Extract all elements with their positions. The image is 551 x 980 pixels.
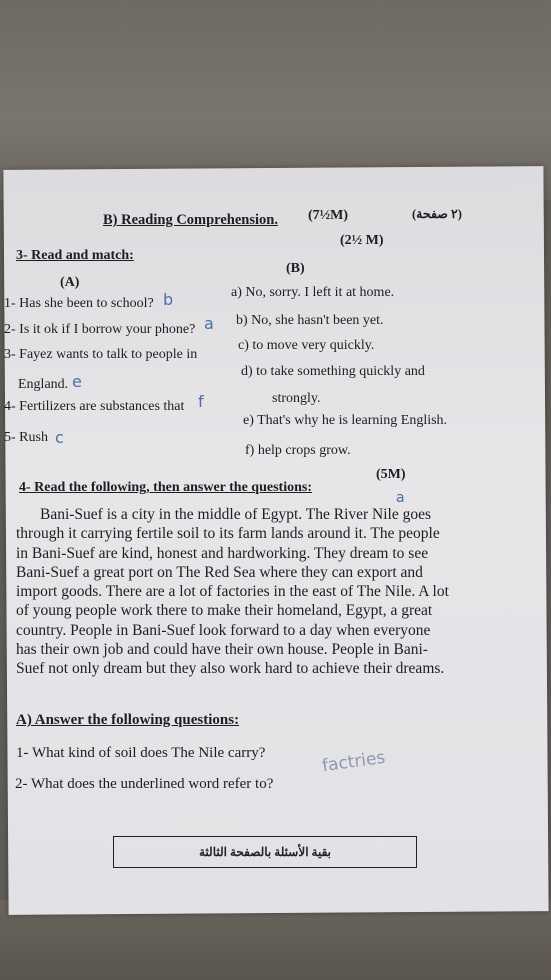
reading-passage (16, 505, 494, 679)
passage-line: in Bani-Suef are kind, honest and hardworking. They dream to see (16, 544, 429, 562)
passage-line: through it carrying fertile soil to its farm lands around it. The people (16, 525, 440, 543)
page-label: (٢ صفحة) (412, 207, 462, 221)
passage-line: Suef not only dream but they also work hard to achieve their dreams. (16, 660, 445, 678)
match-a-2: 2- Is it ok if I borrow your phone? (4, 322, 196, 337)
handwritten-answer-4: f (198, 392, 204, 411)
q3-heading: 3- Read and match: (16, 248, 134, 263)
match-b-b: b) No, she hasn't been yet. (236, 313, 384, 328)
col-a-title: (A) (60, 275, 80, 290)
match-b-d-cont: strongly. (272, 391, 321, 406)
passage-line: of young people work there to make their homeland, Egypt, a great (16, 602, 433, 620)
handwritten-answer-1: b (163, 290, 174, 309)
section-marks: (7½M) (308, 208, 349, 223)
match-a-5: 5- Rush (4, 430, 48, 445)
match-b-c: c) to move very quickly. (238, 338, 375, 353)
passage-line: Bani-Suef a great port on The Red Sea where they can export and (16, 563, 423, 581)
match-a-1: 1- Has she been to school? (4, 296, 154, 311)
handwritten-answer-q2: factries (320, 747, 387, 777)
q4-marks: (5M) (376, 467, 406, 482)
q3-marks: (2½ M) (340, 233, 384, 248)
passage-line: Bani-Suef is a city in the middle of Egypt. The River Nile goes (40, 506, 432, 523)
handwritten-answer-3: e (72, 372, 82, 391)
footer-text: بقية الأسئلة بالصفحة الثالثة (198, 845, 331, 859)
handwritten-mark: a (396, 490, 405, 506)
passage-line: import goods. There are a lot of factories in the east of The Nile. A lot (16, 583, 449, 601)
handwritten-answer-2: a (204, 314, 214, 333)
col-b-title: (B) (286, 261, 305, 276)
question-1: 1- What kind of soil does The Nile carry? (16, 745, 266, 761)
footer-box (113, 836, 417, 868)
match-b-e: e) That's why he is learning English. (243, 413, 448, 428)
match-a-3-cont: England. (18, 377, 69, 392)
passage-line: country. People in Bani-Suef look forward to a day when everyone (16, 621, 431, 639)
match-b-f: f) help crops grow. (245, 443, 351, 458)
match-a-3: 3- Fayez wants to talk to people in (4, 347, 198, 362)
section-title: B) Reading Comprehension. (103, 212, 278, 228)
question-2: 2- What does the underlined word refer to? (15, 776, 274, 792)
match-b-d: d) to take something quickly and (241, 364, 425, 379)
answer-heading: A) Answer the following questions: (16, 712, 240, 728)
match-b-a: a) No, sorry. I left it at home. (231, 285, 395, 300)
q4-heading: 4- Read the following, then answer the questions: (19, 480, 312, 495)
passage-line: has their own job and could have their own house. People in Bani- (16, 641, 428, 659)
handwritten-answer-5: c (55, 428, 64, 447)
match-a-4: 4- Fertilizers are substances that (4, 399, 185, 414)
